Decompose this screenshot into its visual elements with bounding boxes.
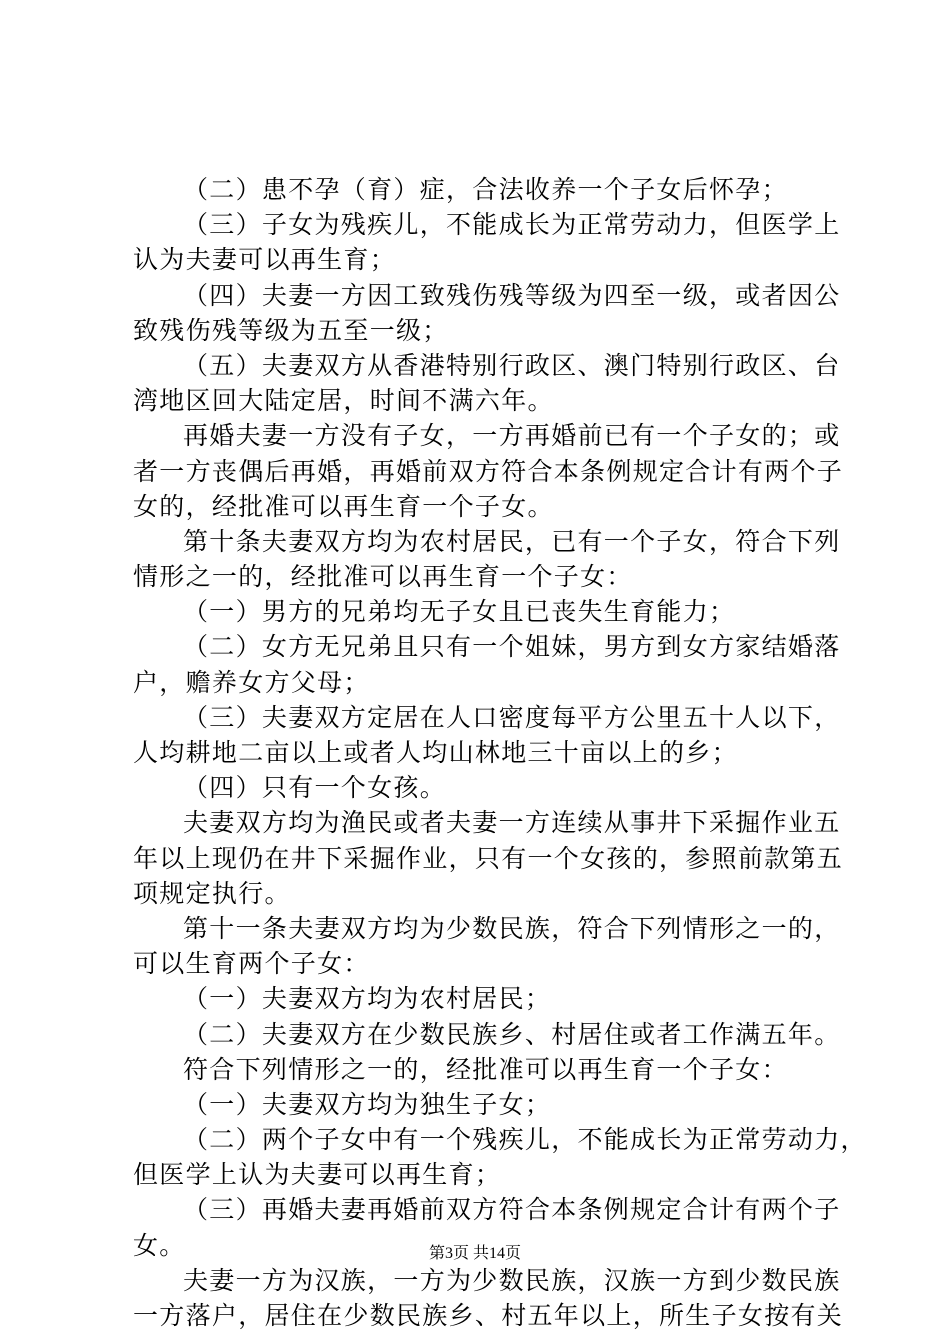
text-line: 第十一条夫妻双方均为少数民族，符合下列情形之一的， <box>183 913 841 943</box>
text-line: （二）夫妻双方在少数民族乡、村居住或者工作满五年。 <box>183 1019 841 1049</box>
text-line: （一）夫妻双方均为农村居民； <box>183 984 552 1014</box>
document-body <box>133 172 867 1333</box>
text-line: 但医学上认为夫妻可以再生育； <box>133 1160 502 1190</box>
text-line: 年以上现仍在井下采掘作业，只有一个女孩的，参照前款第五 <box>133 843 844 873</box>
text-line: （三）子女为残疾儿，不能成长为正常劳动力，但医学上 <box>183 210 841 240</box>
text-line: （一）夫妻双方均为独生子女； <box>183 1089 552 1119</box>
text-line: 项规定执行。 <box>133 878 291 908</box>
text-line: 一方落户，居住在少数民族乡、村五年以上，所生子女按有关 <box>133 1301 844 1330</box>
text-line: 湾地区回大陆定居，时间不满六年。 <box>133 386 554 416</box>
text-line: （三）夫妻双方定居在人口密度每平方公里五十人以下， <box>183 702 841 732</box>
text-line: 户，赡养女方父母； <box>133 667 370 697</box>
text-line: 认为夫妻可以再生育； <box>133 245 397 275</box>
text-line: （四）只有一个女孩。 <box>183 773 447 803</box>
text-line: 夫妻一方为汉族，一方为少数民族，汉族一方到少数民族 <box>183 1265 841 1295</box>
text-line: （一）男方的兄弟均无子女且已丧失生育能力； <box>183 597 736 627</box>
text-line: （二）患不孕（育）症，合法收养一个子女后怀孕； <box>183 175 788 204</box>
text-line: （四）夫妻一方因工致残伤残等级为四至一级，或者因公 <box>183 280 841 310</box>
text-line: 女的，经批准可以再生育一个子女。 <box>133 491 554 521</box>
text-line: 者一方丧偶后再婚，再婚前双方符合本条例规定合计有两个子 <box>133 456 844 486</box>
text-line: （二）两个子女中有一个残疾儿，不能成长为正常劳动力， <box>183 1125 867 1155</box>
text-line: （二）女方无兄弟且只有一个姐妹，男方到女方家结婚落 <box>183 632 841 662</box>
text-line: 第十条夫妻双方均为农村居民，已有一个子女，符合下列 <box>183 526 841 556</box>
text-line: 可以生育两个子女： <box>133 949 370 979</box>
text-line: 夫妻双方均为渔民或者夫妻一方连续从事井下采掘作业五 <box>183 808 841 838</box>
text-line: （五）夫妻双方从香港特别行政区、澳门特别行政区、台 <box>183 350 841 380</box>
text-line: 人均耕地二亩以上或者人均山林地三十亩以上的乡； <box>133 738 738 767</box>
page-number-footer: 第3页 共14页 <box>428 1245 521 1262</box>
text-line: 情形之一的，经批准可以再生育一个子女： <box>133 562 633 592</box>
text-line: 女。 <box>133 1230 186 1260</box>
text-line: 致残伤残等级为五至一级； <box>133 315 449 345</box>
text-line: 符合下列情形之一的，经批准可以再生育一个子女： <box>183 1054 788 1084</box>
text-line: 再婚夫妻一方没有子女，一方再婚前已有一个子女的；或 <box>183 421 841 451</box>
text-line: （三）再婚夫妻再婚前双方符合本条例规定合计有两个子 <box>183 1195 841 1225</box>
